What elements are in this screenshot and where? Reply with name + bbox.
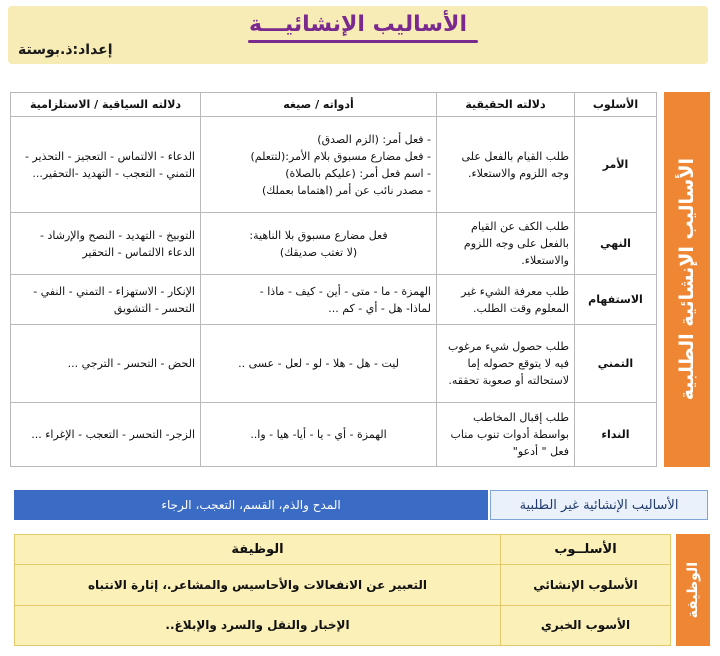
header-meaning: دلالته الحقيقية [437,93,575,117]
function-row-function: التعبير عن الانفعالات والأحاسيس والمشاعر.، إثارة الانتباه [15,565,501,606]
row-context: الزجر- التحسر - التعجب - الإغراء ... [11,403,201,467]
table-row [11,275,657,325]
row-context: الإنكار - الاستهزاء - التمني - النفي - التحسر - التشويق [11,275,201,325]
function-row-function: الإخبار والنقل والسرد والإبلاغ.. [15,605,501,646]
prepared-by-label: إعداد:ذ.بوستة [18,42,113,58]
request-styles-table [10,92,657,467]
tool-line: لماذا- هل - أي - كم ... [328,301,431,315]
header-tools: أدواته / صيغه [201,93,437,117]
function-row-style: الأسوب الخبري [501,605,671,646]
table-row [11,325,657,403]
header-style: الأسلوب [575,93,657,117]
row-tools [201,275,437,325]
row-style-istifham: الاستفهام [575,275,657,325]
row-style-tamanni: التمني [575,325,657,403]
row-tools [201,117,437,213]
request-styles-side-text: الأساليب الإنشائية الطلبية [676,158,698,401]
request-styles-side-label [664,92,710,467]
tool-line: - فعل أمر: (الزم الصدق) [317,132,431,146]
row-meaning: طلب إقبال المخاطب بواسطة أدوات تنوب مناب فعل " أدعو" [437,403,575,467]
tool-line: ليت - هل - هلا - لو - لعل - عسى .. [238,357,399,370]
function-header-function: الوظيفة [15,535,501,565]
row-tools [201,213,437,275]
function-row-style: الأسلوب الإنشائي [501,565,671,606]
row-tools [201,403,437,467]
page-title: الأساليب الإنشائيـــة [249,12,467,37]
table-row [11,117,657,213]
function-header-style: الأسلــوب [501,535,671,565]
row-context: التوبيخ - التهديد - النصح والإرشاد - الدعاء الالتماس - التحقير [11,213,201,275]
non-request-styles-label: الأساليب الإنشائية غير الطلبية [490,490,708,520]
tool-line: - اسم فعل أمر: (عليكم بالصلاة) [285,166,431,180]
table-header-row [11,93,657,117]
function-side-label [676,534,710,646]
row-meaning: طلب معرفة الشيء غير المعلوم وقت الطلب. [437,275,575,325]
table-row [15,565,671,606]
title-underline [248,40,478,43]
non-request-styles-items: المدح والذم، القسم، التعجب، الرجاء [14,490,488,520]
row-meaning: طلب القيام بالفعل على وجه اللزوم والاستعلاء. [437,117,575,213]
tool-line: (لا تغتب صديقك) [279,245,358,259]
row-style-amr: الأمر [575,117,657,213]
table-row [11,403,657,467]
tool-line: الهمزة - أي - يا - أيا- هيا - وا.. [250,428,387,441]
function-side-text: الوظيفة [685,561,701,619]
function-header-row [15,535,671,565]
row-context: الدعاء - الالتماس - التعجيز - التحذير - التمني - التعجب - التهديد -التحقير... [11,117,201,213]
row-meaning: طلب حصول شيء مرغوب فيه لا يتوقع حصوله إما لاستحالته أو صعوبة تحققه. [437,325,575,403]
header-context: دلالته السياقية / الاستلزامية [11,93,201,117]
table-row [11,213,657,275]
row-style-nida: النداء [575,403,657,467]
tool-line: الهمزة - ما - متى - أين - كيف - ماذا - [259,284,431,298]
function-table [14,534,671,646]
row-context: الحض - التحسر - الترجي ... [11,325,201,403]
row-style-nahy: النهي [575,213,657,275]
page-header [8,6,708,64]
table-row [15,605,671,646]
tool-line: فعل مضارع مسبوق بلا الناهية: [249,228,388,242]
tool-line: - مصدر نائب عن أمر (اهتماما بعملك) [261,183,431,197]
row-meaning: طلب الكف عن القيام بالفعل على وجه اللزوم والاستعلاء. [437,213,575,275]
row-tools [201,325,437,403]
tool-line: - فعل مضارع مسبوق بلام الأمر:(لتتعلم) [250,149,431,163]
